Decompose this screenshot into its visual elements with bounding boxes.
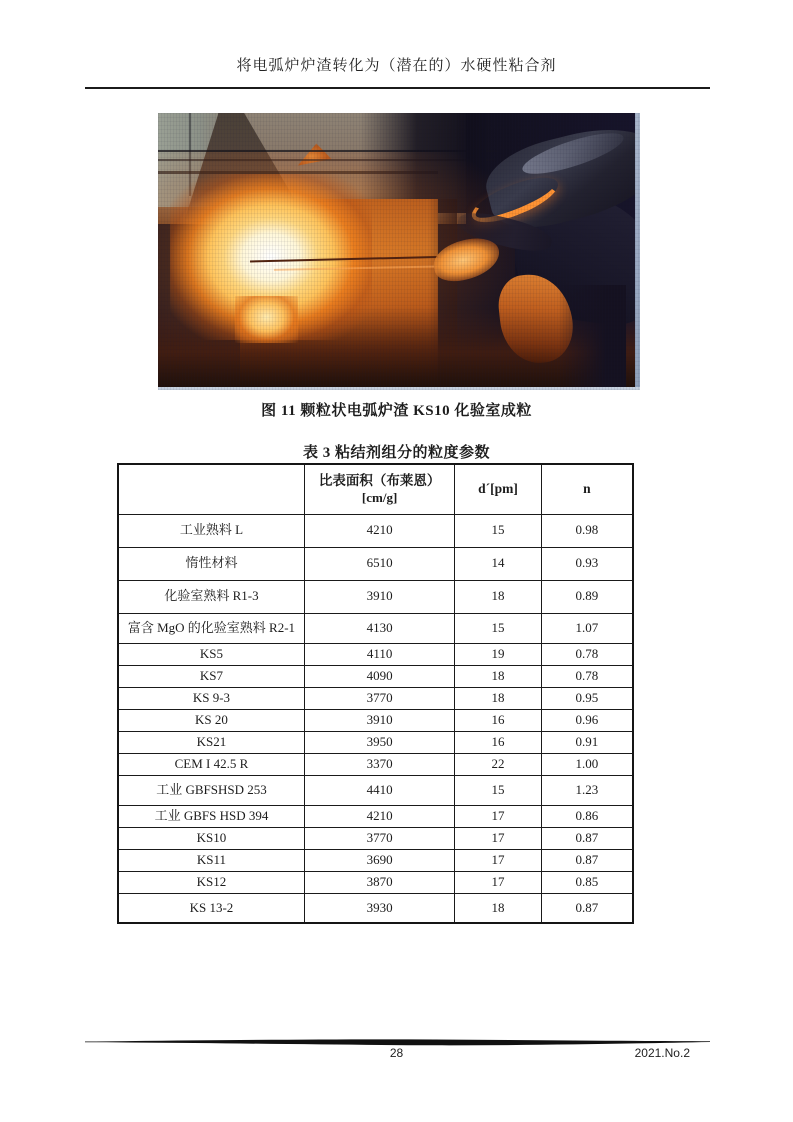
cell-d: 17 — [455, 871, 542, 893]
figure-caption: 图 11 颗粒状电弧炉渣 KS10 化验室成粒 — [261, 403, 532, 419]
table-row — [118, 731, 633, 753]
cell-blaine: 3770 — [304, 687, 454, 709]
cell-label: KS 13-2 — [118, 893, 304, 923]
header-rule — [85, 87, 710, 89]
table-row — [118, 514, 633, 547]
cell-label: 工业 GBFSHSD 253 — [118, 775, 304, 805]
cell-label: 化验室熟料 R1-3 — [118, 580, 304, 613]
table-row — [118, 665, 633, 687]
cell-d: 15 — [455, 775, 542, 805]
table-row — [118, 871, 633, 893]
cell-d: 18 — [455, 665, 542, 687]
cell-d: 19 — [455, 643, 542, 665]
table-header-row — [118, 464, 633, 514]
cell-n: 1.07 — [541, 613, 633, 643]
cell-d: 18 — [455, 893, 542, 923]
cell-label: 富含 MgO 的化验室熟料 R2-1 — [118, 613, 304, 643]
running-head-title: 将电弧炉炉渣转化为（潜在的）水硬性粘合剂 — [236, 58, 557, 74]
cell-d: 17 — [455, 827, 542, 849]
cell-d: 18 — [455, 687, 542, 709]
issue-number: 2021.No.2 — [634, 1046, 690, 1060]
cell-d: 18 — [455, 580, 542, 613]
cell-blaine: 3950 — [304, 731, 454, 753]
cell-blaine: 3770 — [304, 827, 454, 849]
header-cell-d: d´[pm] — [455, 464, 542, 514]
cell-blaine: 3910 — [304, 580, 454, 613]
cell-label: 惰性材料 — [118, 547, 304, 580]
cell-label: KS11 — [118, 849, 304, 871]
cell-n: 0.93 — [541, 547, 633, 580]
cell-blaine: 4210 — [304, 805, 454, 827]
cell-blaine: 4110 — [304, 643, 454, 665]
cell-d: 14 — [455, 547, 542, 580]
particle-size-table — [117, 463, 634, 924]
cell-blaine: 4090 — [304, 665, 454, 687]
cell-blaine: 3690 — [304, 849, 454, 871]
table-row — [118, 643, 633, 665]
table-title: 表 3 粘结剂组分的粒度参数 — [302, 445, 490, 461]
cell-label: KS21 — [118, 731, 304, 753]
cell-d: 15 — [455, 613, 542, 643]
cell-d: 16 — [455, 731, 542, 753]
table-row — [118, 893, 633, 923]
cell-d: 22 — [455, 753, 542, 775]
cell-d: 16 — [455, 709, 542, 731]
cell-label: KS 9-3 — [118, 687, 304, 709]
cell-n: 0.91 — [541, 731, 633, 753]
table-row — [118, 547, 633, 580]
cell-label: CEM I 42.5 R — [118, 753, 304, 775]
header-blaine-line1: 比表面积（布莱恩） — [318, 472, 441, 488]
cell-label: 工业 GBFS HSD 394 — [118, 805, 304, 827]
cell-d: 17 — [455, 849, 542, 871]
cell-blaine: 3370 — [304, 753, 454, 775]
table-row — [118, 805, 633, 827]
cell-n: 0.87 — [541, 827, 633, 849]
header-cell-blaine — [304, 464, 454, 514]
cell-n: 0.86 — [541, 805, 633, 827]
header-blaine-line2: [cm/g] — [361, 489, 398, 505]
cell-blaine: 3910 — [304, 709, 454, 731]
table-row — [118, 849, 633, 871]
header-cell-n: n — [541, 464, 633, 514]
cell-label: KS 20 — [118, 709, 304, 731]
cell-n: 0.98 — [541, 514, 633, 547]
cell-label: KS7 — [118, 665, 304, 687]
cell-d: 17 — [455, 805, 542, 827]
table-row — [118, 580, 633, 613]
photo-scan-noise-overlay — [158, 113, 640, 390]
cell-n: 0.78 — [541, 643, 633, 665]
cell-d: 15 — [455, 514, 542, 547]
cell-blaine: 6510 — [304, 547, 454, 580]
cell-blaine: 3870 — [304, 871, 454, 893]
cell-n: 0.87 — [541, 893, 633, 923]
cell-label: 工业熟料 L — [118, 514, 304, 547]
cell-n: 0.95 — [541, 687, 633, 709]
cell-blaine: 3930 — [304, 893, 454, 923]
header-cell-material — [118, 464, 304, 514]
cell-n: 1.23 — [541, 775, 633, 805]
cell-n: 0.96 — [541, 709, 633, 731]
cell-label: KS12 — [118, 871, 304, 893]
cell-n: 0.89 — [541, 580, 633, 613]
table-row — [118, 687, 633, 709]
page-number: 28 — [389, 1046, 404, 1060]
cell-label: KS10 — [118, 827, 304, 849]
table-row — [118, 709, 633, 731]
cell-blaine: 4210 — [304, 514, 454, 547]
table-row — [118, 827, 633, 849]
cell-blaine: 4130 — [304, 613, 454, 643]
cell-n: 0.85 — [541, 871, 633, 893]
table-row — [118, 753, 633, 775]
cell-n: 0.78 — [541, 665, 633, 687]
cell-blaine: 4410 — [304, 775, 454, 805]
cell-label: KS5 — [118, 643, 304, 665]
table-row — [118, 775, 633, 805]
table-row — [118, 613, 633, 643]
cell-n: 0.87 — [541, 849, 633, 871]
cell-n: 1.00 — [541, 753, 633, 775]
figure-photo-furnace — [158, 113, 640, 390]
